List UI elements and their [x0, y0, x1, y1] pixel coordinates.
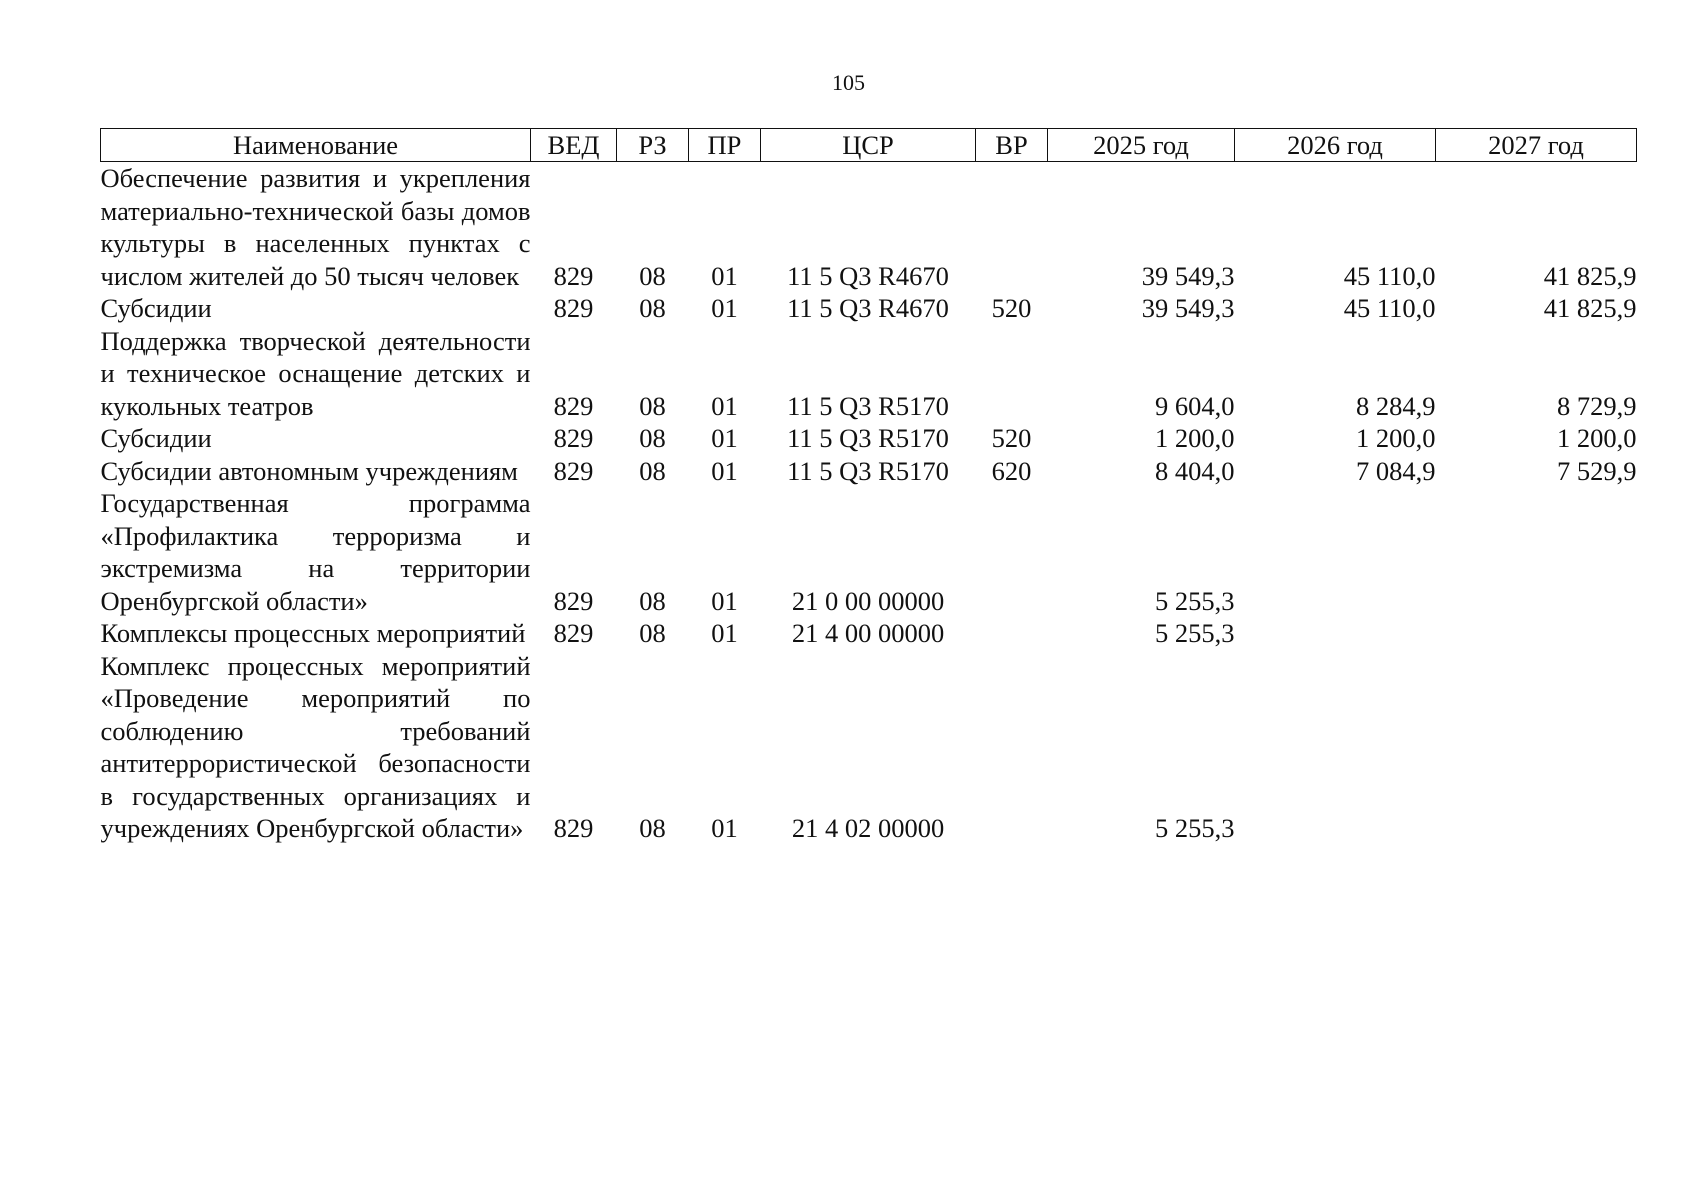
cell-pr: 01	[711, 260, 738, 291]
table-body	[101, 162, 1637, 845]
cell-2025: 5 255,3	[1155, 618, 1235, 648]
cell-name: Субсидии	[100, 423, 212, 453]
cell-csr: 11 5 Q3 R4670	[787, 293, 949, 323]
cell-csr: 11 5 Q3 R5170	[787, 455, 949, 486]
cell-rz: 08	[639, 390, 666, 421]
cell-csr: 21 4 02 00000	[791, 813, 945, 843]
cell-name: Комплексы процессных мероприятий	[100, 618, 526, 648]
cell-name: Поддержка творческой деятельности и техническое оснащение детских и кукольных театров	[100, 325, 531, 421]
cell-2026: 8 284,9	[1356, 390, 1436, 421]
cell-2025: 39 549,3	[1141, 260, 1235, 291]
header-pr: ПР	[689, 129, 761, 162]
cell-2025: 8 404,0	[1155, 455, 1235, 486]
cell-csr: 21 0 00 00000	[791, 585, 945, 616]
header-ved: ВЕД	[531, 129, 617, 162]
cell-ved: 829	[553, 618, 594, 648]
cell-rz: 08	[639, 293, 666, 323]
table-row	[101, 617, 1637, 650]
cell-vr	[976, 487, 1048, 617]
cell-csr: 21 4 00 00000	[791, 618, 945, 648]
header-2027: 2027 год	[1436, 129, 1637, 162]
cell-ved: 829	[553, 293, 594, 323]
cell-rz: 08	[639, 423, 666, 453]
cell-vr: 620	[991, 455, 1032, 486]
cell-2027	[1436, 487, 1637, 617]
cell-csr: 11 5 Q3 R4670	[787, 260, 949, 291]
cell-2025: 5 255,3	[1155, 813, 1235, 843]
cell-2026	[1235, 617, 1436, 650]
cell-pr: 01	[711, 423, 738, 453]
cell-rz: 08	[639, 618, 666, 648]
header-2026: 2026 год	[1235, 129, 1436, 162]
cell-rz: 08	[639, 455, 666, 486]
cell-vr	[976, 617, 1048, 650]
cell-rz: 08	[639, 260, 666, 291]
table-row	[101, 455, 1637, 488]
cell-pr: 01	[711, 585, 738, 616]
cell-vr: 520	[991, 423, 1032, 453]
cell-2026	[1235, 487, 1436, 617]
cell-2026: 45 110,0	[1343, 260, 1436, 291]
cell-2027: 8 729,9	[1557, 390, 1637, 421]
cell-pr: 01	[711, 293, 738, 323]
table-row	[101, 325, 1637, 423]
cell-ved: 829	[553, 585, 594, 616]
cell-2027: 7 529,9	[1557, 455, 1637, 486]
table-row	[101, 422, 1637, 455]
cell-name: Обеспечение развития и укрепления материально-технической базы домов культуры в населенных пунктах с числом жителей до 50 тысяч человек	[100, 163, 531, 291]
cell-name: Субсидии автономным учреждениям	[100, 455, 518, 486]
table-row	[101, 292, 1637, 325]
cell-2027	[1436, 650, 1637, 845]
cell-pr: 01	[711, 455, 738, 486]
cell-ved: 829	[553, 813, 594, 843]
cell-name: Комплекс процессных мероприятий «Проведение мероприятий по соблюдению требований антитеррористической безопасности в государственных организациях и учреждениях Оренбургской области»	[100, 650, 531, 843]
cell-2025: 1 200,0	[1155, 423, 1235, 453]
cell-2027: 1 200,0	[1557, 423, 1637, 453]
page-number: 105	[832, 70, 865, 95]
cell-pr: 01	[711, 390, 738, 421]
cell-ved: 829	[553, 390, 594, 421]
cell-vr	[976, 650, 1048, 845]
cell-ved: 829	[553, 423, 594, 453]
cell-2026: 45 110,0	[1343, 293, 1436, 323]
cell-name: Субсидии	[100, 293, 212, 323]
header-name: Наименование	[101, 129, 531, 162]
header-2025: 2025 год	[1048, 129, 1235, 162]
table-header-row	[101, 129, 1637, 162]
cell-2026: 1 200,0	[1356, 423, 1436, 453]
cell-csr: 11 5 Q3 R5170	[787, 423, 949, 453]
cell-2027	[1436, 617, 1637, 650]
cell-vr	[976, 325, 1048, 423]
cell-ved: 829	[553, 260, 594, 291]
cell-name: Государственная программа «Профилактика терроризма и экстремизма на территории Оренбургской области»	[100, 488, 531, 616]
cell-rz: 08	[639, 813, 666, 843]
table-row	[101, 162, 1637, 293]
cell-vr: 520	[991, 293, 1032, 323]
cell-pr: 01	[711, 618, 738, 648]
cell-2025: 5 255,3	[1155, 585, 1235, 616]
budget-table	[100, 128, 1637, 845]
cell-2027: 41 825,9	[1543, 293, 1637, 323]
cell-csr: 11 5 Q3 R5170	[787, 390, 949, 421]
header-csr: ЦСР	[761, 129, 976, 162]
cell-pr: 01	[711, 813, 738, 843]
cell-rz: 08	[639, 585, 666, 616]
cell-2025: 9 604,0	[1155, 390, 1235, 421]
table-row	[101, 487, 1637, 617]
cell-2025: 39 549,3	[1141, 293, 1235, 323]
cell-ved: 829	[553, 455, 594, 486]
cell-vr	[976, 162, 1048, 293]
table-row	[101, 650, 1637, 845]
header-vr: ВР	[976, 129, 1048, 162]
cell-2026	[1235, 650, 1436, 845]
cell-2027: 41 825,9	[1543, 260, 1637, 291]
cell-2026: 7 084,9	[1356, 455, 1436, 486]
header-rz: РЗ	[617, 129, 689, 162]
